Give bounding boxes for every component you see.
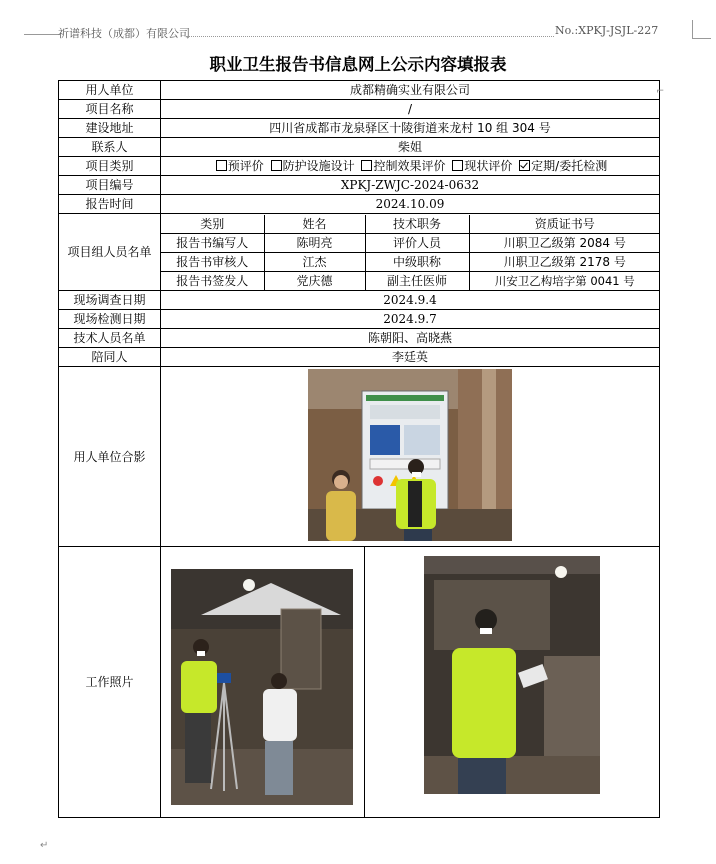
row-contact — [59, 138, 660, 157]
group-photo-cell — [161, 367, 660, 547]
option-label: 控制效果评价 — [373, 159, 446, 173]
team-header-row — [161, 215, 660, 234]
label-escort: 陪同人 — [59, 348, 161, 367]
row-test-date — [59, 310, 660, 329]
work-photo-2 — [424, 556, 600, 794]
value-survey-date: 2024.9.4 — [161, 291, 660, 310]
team-row — [161, 252, 660, 271]
work-photo-2-cell — [364, 547, 660, 817]
team-table — [161, 215, 660, 290]
label-survey-date: 现场调查日期 — [59, 291, 161, 310]
row-project-no — [59, 176, 660, 195]
option-label: 定期/委托检测 — [531, 159, 608, 173]
label-address: 建设地址 — [59, 119, 161, 138]
checkbox-pre-evaluation[interactable] — [216, 160, 227, 171]
value-employer: 成都精确实业有限公司 — [161, 81, 660, 100]
work-photos-table — [161, 547, 660, 817]
team-role: 报告书签发人 — [161, 271, 264, 290]
label-technicians: 技术人员名单 — [59, 329, 161, 348]
info-table — [58, 80, 660, 818]
team-name: 江杰 — [264, 252, 365, 271]
work-photo-1 — [171, 569, 353, 805]
team-title: 中级职称 — [365, 252, 469, 271]
team-row — [161, 233, 660, 252]
option-label: 防护设施设计 — [282, 159, 355, 173]
checkbox-control-evaluation[interactable] — [361, 160, 372, 171]
team-role: 报告书编写人 — [161, 233, 264, 252]
value-category — [161, 157, 660, 176]
header-dotted-line — [186, 36, 554, 37]
team-cert: 川职卫乙级第 2178 号 — [469, 252, 660, 271]
value-report-date: 2024.10.09 — [161, 195, 660, 214]
group-photo-image — [308, 369, 512, 541]
checkbox-periodic-testing[interactable] — [519, 160, 530, 171]
label-project-name: 项目名称 — [59, 100, 161, 119]
header-company: 祈谱科技（成都）有限公司 — [58, 27, 190, 40]
checkbox-status-evaluation[interactable] — [452, 160, 463, 171]
option-label: 现状评价 — [464, 159, 513, 173]
row-report-date — [59, 195, 660, 214]
work-photo-2-image — [424, 556, 600, 794]
row-address — [59, 119, 660, 138]
label-project-no: 项目编号 — [59, 176, 161, 195]
row-project-name — [59, 100, 660, 119]
team-header-role: 类别 — [161, 215, 264, 234]
label-group-photo: 用人单位合影 — [59, 367, 161, 547]
work-photo-1-cell — [161, 547, 364, 817]
value-contact: 柴姐 — [161, 138, 660, 157]
row-team — [59, 214, 660, 291]
label-employer: 用人单位 — [59, 81, 161, 100]
header-corner-mark-right — [692, 20, 711, 39]
label-category: 项目类别 — [59, 157, 161, 176]
row-category — [59, 157, 660, 176]
page-title: 职业卫生报告书信息网上公示内容填报表 — [209, 55, 507, 74]
value-test-date: 2024.9.7 — [161, 310, 660, 329]
team-title: 评价人员 — [365, 233, 469, 252]
team-role: 报告书审核人 — [161, 252, 264, 271]
team-name: 陈明亮 — [264, 233, 365, 252]
table-end-mark: ⌐ — [656, 86, 665, 97]
team-header-name: 姓名 — [264, 215, 365, 234]
team-header-cert: 资质证书号 — [469, 215, 660, 234]
team-header-title: 技术职务 — [365, 215, 469, 234]
row-group-photo — [59, 367, 660, 547]
team-name: 党庆德 — [264, 271, 365, 290]
row-technicians — [59, 329, 660, 348]
group-photo — [308, 369, 512, 541]
team-cert: 川安卫乙构培字第 0041 号 — [469, 271, 660, 290]
row-work-photos — [59, 547, 660, 818]
label-contact: 联系人 — [59, 138, 161, 157]
work-photos-cell — [161, 547, 660, 818]
row-employer — [59, 81, 660, 100]
row-escort — [59, 348, 660, 367]
value-project-name: / — [161, 100, 660, 119]
value-project-no: XPKJ-ZWJC-2024-0632 — [161, 176, 660, 195]
label-test-date: 现场检测日期 — [59, 310, 161, 329]
team-row — [161, 271, 660, 290]
team-cert: 川职卫乙级第 2084 号 — [469, 233, 660, 252]
row-survey-date — [59, 291, 660, 310]
value-escort: 李廷英 — [161, 348, 660, 367]
label-team: 项目组人员名单 — [59, 214, 161, 291]
label-work-photos: 工作照片 — [59, 547, 161, 818]
header-corner-mark-left — [24, 20, 60, 35]
checkbox-protection-design[interactable] — [271, 160, 282, 171]
header-doc-number: No.:XPKJ-JSJL-227 — [555, 24, 659, 37]
work-photo-1-image — [171, 569, 353, 805]
paragraph-mark: ↵ — [40, 840, 49, 851]
label-report-date: 报告时间 — [59, 195, 161, 214]
value-technicians: 陈朝阳、高晓燕 — [161, 329, 660, 348]
option-label: 预评价 — [227, 159, 264, 173]
team-cell — [161, 214, 660, 291]
value-address: 四川省成都市龙泉驿区十陵街道来龙村 10 组 304 号 — [161, 119, 660, 138]
team-title: 副主任医师 — [365, 271, 469, 290]
